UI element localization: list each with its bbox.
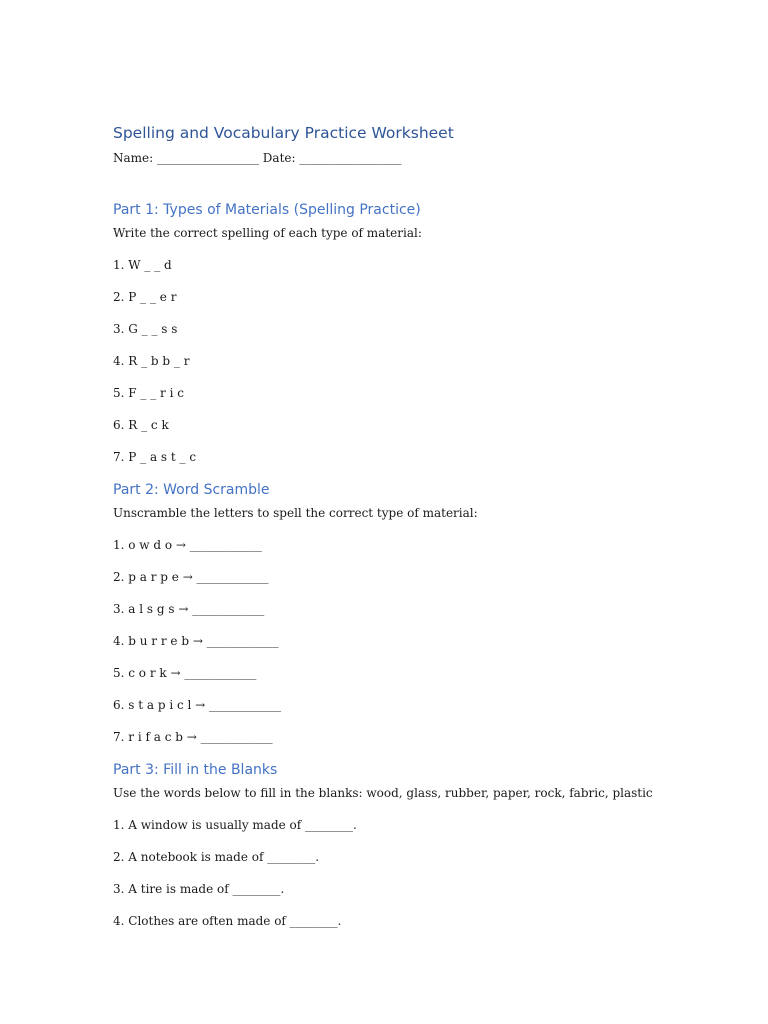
- part1-heading: Part 1: Types of Materials (Spelling Practice): [113, 202, 421, 218]
- part1-instruction: Write the correct spelling of each type of material:: [113, 226, 422, 240]
- part2-item: 2. p a r p e → ____________: [113, 570, 269, 584]
- part1-item: 1. W _ _ d: [113, 258, 172, 272]
- part3-instruction: Use the words below to fill in the blanks: wood, glass, rubber, paper, rock, fabric, plastic: [113, 786, 653, 800]
- part1-item: 3. G _ _ s s: [113, 322, 178, 336]
- part3-heading: Part 3: Fill in the Blanks: [113, 762, 278, 778]
- part3-item: 1. A window is usually made of ________.: [113, 818, 357, 832]
- worksheet-title: Spelling and Vocabulary Practice Worksheet: [113, 124, 454, 142]
- part2-item: 4. b u r r e b → ____________: [113, 634, 279, 648]
- part3-item: 4. Clothes are often made of ________.: [113, 914, 342, 928]
- part1-item: 4. R _ b b _ r: [113, 354, 190, 368]
- part1-item: 6. R _ c k: [113, 418, 169, 432]
- part2-instruction: Unscramble the letters to spell the correct type of material:: [113, 506, 478, 520]
- part2-item: 5. c o r k → ____________: [113, 666, 257, 680]
- part1-item: 7. P _ a s t _ c: [113, 450, 197, 464]
- part1-item: 5. F _ _ r i c: [113, 386, 184, 400]
- part2-item: 6. s t a p i c l → ____________: [113, 698, 282, 712]
- part2-item: 7. r i f a c b → ____________: [113, 730, 273, 744]
- part3-item: 2. A notebook is made of ________.: [113, 850, 320, 864]
- part2-heading: Part 2: Word Scramble: [113, 482, 270, 498]
- part3-item: 3. A tire is made of ________.: [113, 882, 285, 896]
- part1-item: 2. P _ _ e r: [113, 290, 177, 304]
- name-date-line: Name: _________________ Date: _________________: [113, 151, 402, 165]
- part2-item: 3. a l s g s → ____________: [113, 602, 265, 616]
- part2-item: 1. o w d o → ____________: [113, 538, 262, 552]
